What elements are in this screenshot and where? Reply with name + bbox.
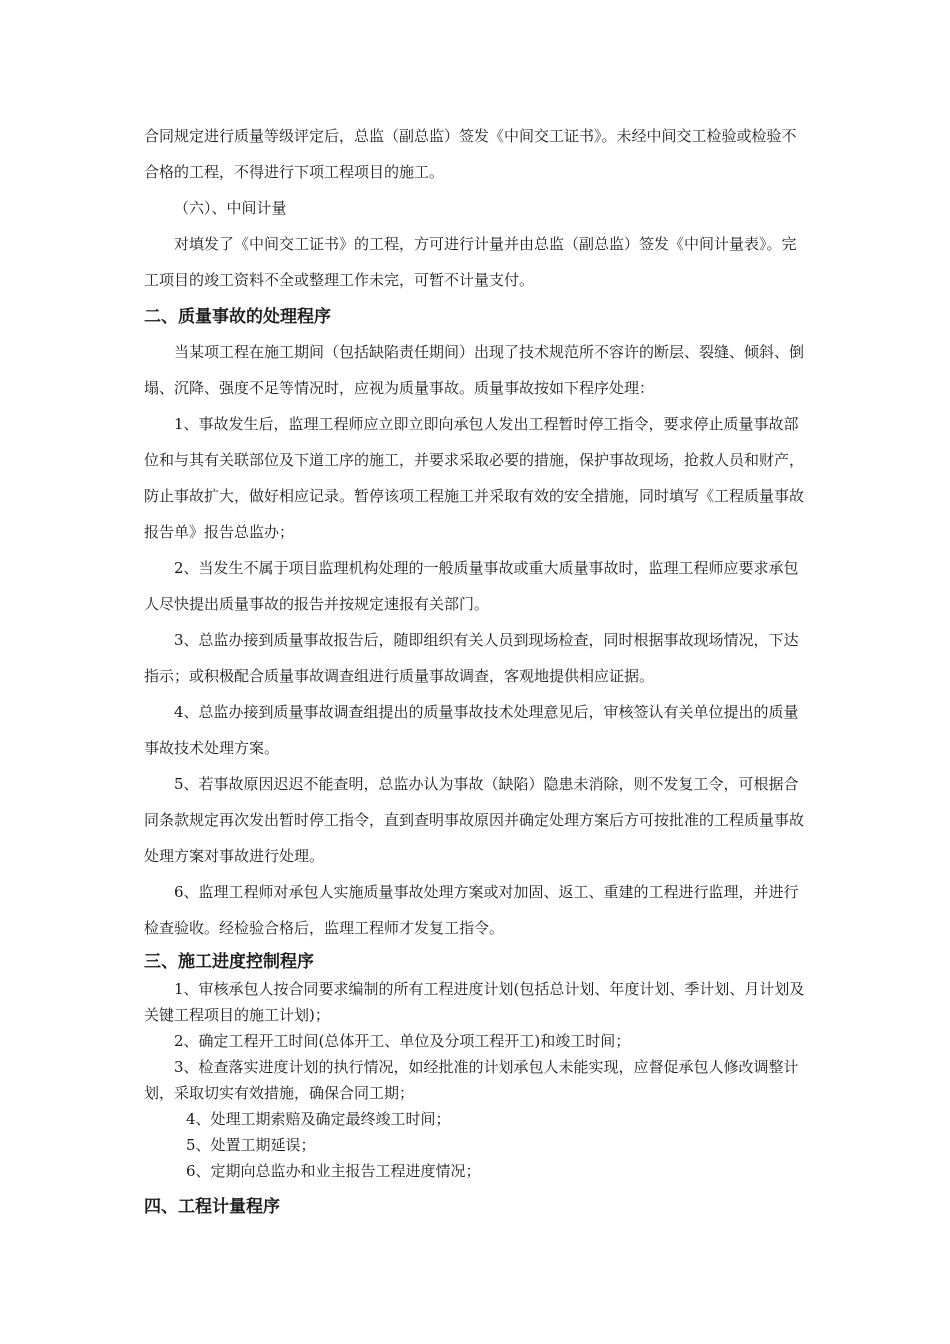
paragraph-interim-measurement: 对填发了《中间交工证书》的工程，方可进行计量并由总监（副总监）签发《中间计量表》。完工项目的竣工资料不全或整理工作未完，可暂不计量支付。	[144, 235, 797, 289]
list-item: 3、检查落实进度计划的执行情况，如经批准的计划承包人未能实现，应督促承包人修改调整计划，采取切实有效措施，确保合同工期；	[144, 1058, 799, 1102]
list-item: 4、总监办接到质量事故调查组提出的质量事故技术处理意见后，审核签认有关单位提出的质量事故技术处理方案。	[144, 703, 799, 757]
list-item: 6、监理工程师对承包人实施质量事故处理方案或对加固、返工、重建的工程进行监理，并进行检查验收。经检验合格后，监理工程师才发复工指令。	[144, 883, 799, 937]
list-item: 3、总监办接到质量事故报告后，随即组织有关人员到现场检查，同时根据事故现场情况，下达指示；或积极配合质量事故调查组进行质量事故调查，客观地提供相应证据。	[144, 631, 799, 685]
subsection-interim-measurement-title: （六）、中间计量	[174, 199, 287, 217]
document-page	[144, 118, 808, 1222]
paragraph-interim-handover: 合同规定进行质量等级评定后，总监（副总监）签发《中间交工证书》。未经中间交工检验或检验不合格的工程，不得进行下项工程项目的施工。	[144, 127, 797, 181]
list-item: 2、确定工程开工时间(总体开工、单位及分项工程开工)和竣工时间；	[174, 1032, 631, 1050]
paragraph-quality-accident-intro: 当某项工程在施工期间（包括缺陷责任期间）出现了技术规范所不容许的断层、裂缝、倾斜、倒塌、沉降、强度不足等情况时，应视为质量事故。质量事故按如下程序处理：	[144, 343, 805, 397]
section-heading-measurement: 四、工程计量程序	[144, 1197, 280, 1217]
section-heading-schedule-control: 三、施工进度控制程序	[144, 952, 314, 972]
list-item: 5、处置工期延误；	[186, 1136, 316, 1154]
list-item: 4、处理工期索赔及确定最终竣工时间；	[186, 1110, 451, 1128]
list-item: 1、审核承包人按合同要求编制的所有工程进度计划(包括总计划、年度计划、季计划、月计划及关键工程项目的施工计划)；	[144, 980, 805, 1024]
list-item: 5、若事故原因迟迟不能查明，总监办认为事故（缺陷）隐患未消除，则不发复工令，可根据合同条款规定再次发出暂时停工指令，直到查明事故原因并确定处理方案后方可按批准的工程质量事故处理方案对事故进行处理。	[144, 775, 805, 865]
list-item: 2、当发生不属于项目监理机构处理的一般质量事故或重大质量事故时，监理工程师应要求承包人尽快提出质量事故的报告并按规定速报有关部门。	[144, 559, 799, 613]
list-item: 6、定期向总监办和业主报告工程进度情况；	[186, 1162, 481, 1180]
list-item: 1、事故发生后，监理工程师应立即立即向承包人发出工程暂时停工指令，要求停止质量事故部位和与其有关联部位及下道工序的施工，并要求采取必要的措施，保护事故现场，抢救人员和财产，防止事故扩大，做好相应记录。暂停该项工程施工并采取有效的安全措施，同时填写《工程质量事故报告单》报告总监办；	[144, 415, 805, 541]
section-heading-quality-accident: 二、质量事故的处理程序	[144, 307, 331, 327]
